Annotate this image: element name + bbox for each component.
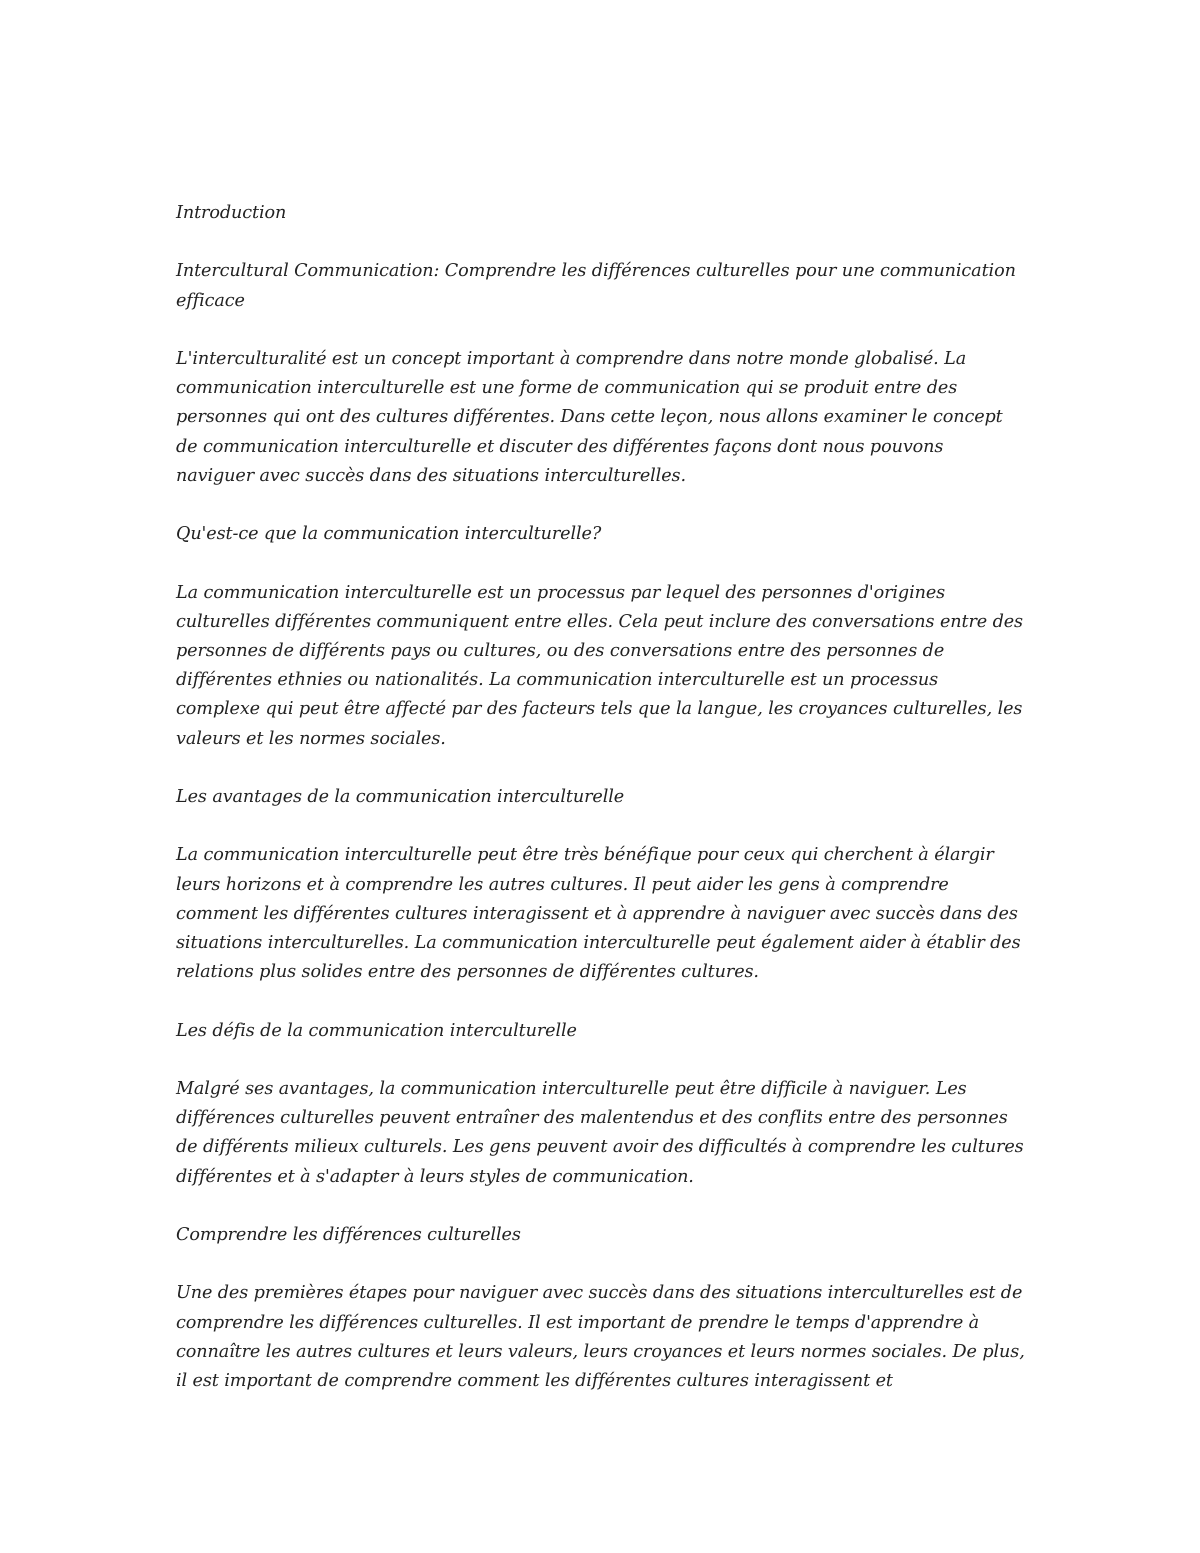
paragraph-advantages: La communication interculturelle peut être très bénéfique pour ceux qui cherchent à élargir leurs horizons et à comprendre les autres cultures. Il peut aider les gens à comprendre comment les différentes cultures interagissent et à apprendre à naviguer avec succès dans des situations interculturelles. La communication interculturelle peut également aider à établir des relations plus solides entre des personnes de différentes cultures. bbox=[176, 845, 1021, 983]
section-heading-challenges: Les défis de la communication interculturelle bbox=[176, 1020, 577, 1041]
paragraph-cultural-differences: Une des premières étapes pour naviguer avec succès dans des situations interculturelles est de comprendre les différences culturelles. Il est important de prendre le temps d'apprendre à connaître les autres cultures et leurs valeurs, leurs croyances et leurs normes sociales. De plus, il est important de comprendre comment les différentes cultures interagissent et bbox=[176, 1283, 1025, 1391]
section-heading-introduction: Introduction bbox=[176, 203, 287, 223]
paragraph-intro: L'interculturalité est un concept important à comprendre dans notre monde globalisé. La communication interculturelle est une forme de communication qui se produit entre des personnes qui ont des cultures différentes. Dans cette leçon, nous allons examiner le concept de communication interculturelle et discuter des différentes façons dont nous pouvons naviguer avec succès dans des situations interculturelles. bbox=[176, 348, 1003, 486]
section-heading-definition: Qu'est-ce que la communication interculturelle? bbox=[176, 524, 602, 545]
paragraph-definition: La communication interculturelle est un processus par lequel des personnes d'origines culturelles différentes communiquent entre elles. Cela peut inclure des conversations entre des personnes de différents pays ou cultures, ou des conversations entre des personnes de différentes ethnies ou nationalités. La communication interculturelle est un processus complexe qui peut être affecté par des facteurs tels que la langue, les croyances culturelles, les valeurs et les normes sociales. bbox=[176, 582, 1023, 749]
document-body bbox=[176, 199, 1026, 1425]
paragraph-challenges: Malgré ses avantages, la communication interculturelle peut être difficile à naviguer. Les différences culturelles peuvent entraîner des malentendus et des conflits entre des personnes de différents milieux culturels. Les gens peuvent avoir des difficultés à comprendre les cultures différentes et à s'adapter à leurs styles de communication. bbox=[176, 1078, 1024, 1187]
section-heading-cultural-differences: Comprendre les différences culturelles bbox=[176, 1224, 521, 1245]
section-heading-advantages: Les avantages de la communication interculturelle bbox=[176, 786, 625, 807]
document-title: Intercultural Communication: Comprendre les différences culturelles pour une communication efficace bbox=[176, 261, 1016, 311]
